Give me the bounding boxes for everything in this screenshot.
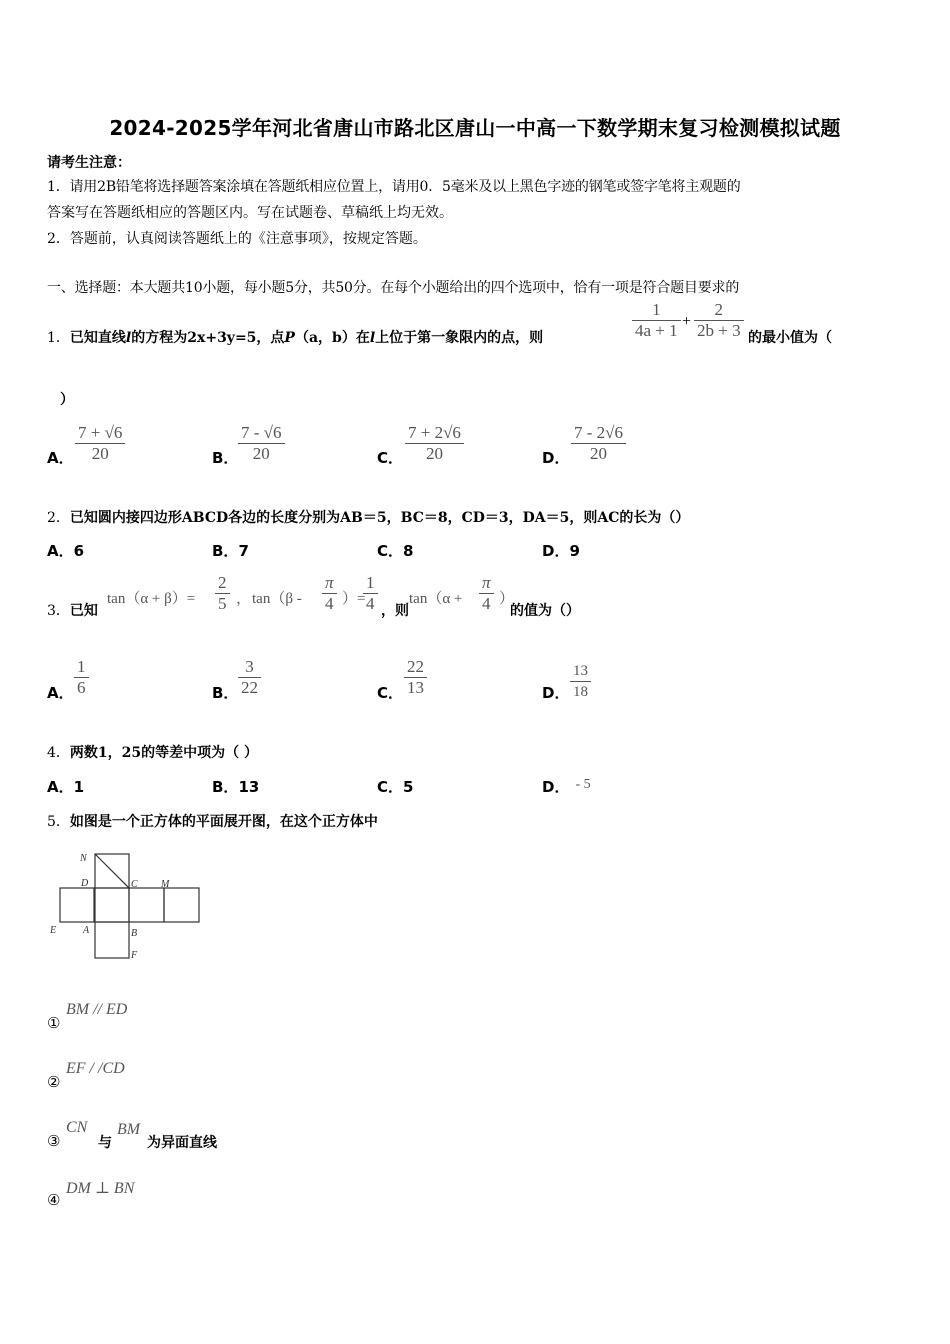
- q1-f2-num: 2: [714, 300, 724, 319]
- notice-line-1b: 答案写在答题纸相应的答题区内。写在试题卷、草稿纸上均无效。: [47, 205, 453, 221]
- q3-option-d-den: 18: [570, 681, 591, 702]
- q3-option-c-den: 13: [404, 677, 427, 698]
- q5-item-2-expr: EF / /CD: [66, 1060, 125, 1077]
- q5-item-1-expr: BM // ED: [66, 1001, 128, 1018]
- q4-option-b-label: B．: [212, 778, 239, 796]
- q4-option-a[interactable]: [47, 776, 84, 797]
- q1-p: P: [284, 330, 295, 346]
- net-square-left: [60, 888, 94, 922]
- q3-option-a-label[interactable]: A．: [47, 684, 74, 702]
- q3-option-c-num: 22: [407, 657, 424, 676]
- q1-text-c: （a，b）在: [294, 330, 370, 346]
- notice-line-2: 2．答题前，认真阅读答题纸上的《注意事项》，按规定答题。: [47, 231, 427, 247]
- q2-option-b[interactable]: [212, 540, 249, 561]
- q3-option-c-label[interactable]: C．: [377, 684, 404, 702]
- q4-option-a-label: A．: [47, 778, 74, 796]
- q5-text: 如图是一个正方体的平面展开图，在这个正方体中: [69, 814, 378, 830]
- q1-plus: +: [682, 313, 692, 330]
- q3-option-c[interactable]: [404, 657, 427, 698]
- q2-option-a[interactable]: [47, 540, 84, 561]
- q2-option-a-label: A．: [47, 542, 74, 560]
- q3-option-a-num: 1: [77, 657, 86, 676]
- q1-close-paren: ）: [60, 392, 74, 408]
- label-D: D: [81, 878, 89, 889]
- q3-frac-2: [363, 573, 378, 614]
- q3-frac-1-den: 5: [215, 593, 230, 614]
- label-N: N: [80, 853, 87, 864]
- label-E: E: [50, 925, 57, 936]
- q3-option-b[interactable]: [238, 657, 261, 698]
- question-1: [47, 327, 543, 347]
- q3-pi-2-den: 4: [479, 593, 494, 614]
- q4-option-c[interactable]: [377, 776, 413, 797]
- q3-option-d-label[interactable]: D．: [542, 684, 570, 702]
- q5-item-3-expr: CN: [66, 1119, 88, 1136]
- q1-option-d-label[interactable]: D．: [542, 449, 570, 467]
- q2-option-d-label: D．: [542, 542, 570, 560]
- q2-option-c[interactable]: [377, 540, 413, 561]
- q2-option-c-value: 8: [403, 542, 414, 560]
- q1-option-b-den: 20: [238, 443, 285, 464]
- q5-item-3-mid: 与: [98, 1135, 112, 1151]
- q4-option-c-value: 5: [403, 778, 414, 796]
- q3-option-d[interactable]: [570, 661, 591, 702]
- q3-pi-frac-2: [479, 573, 494, 614]
- q1-option-b-label[interactable]: B．: [212, 449, 239, 467]
- q1-fraction-1: [632, 300, 681, 341]
- q1-option-c-label[interactable]: C．: [377, 449, 404, 467]
- q1-f1-den: 4a + 1: [632, 320, 681, 341]
- q1-option-d[interactable]: [571, 423, 626, 464]
- q5-item-3-tail: 为异面直线: [147, 1135, 217, 1151]
- q4-option-b-value: 13: [238, 778, 260, 796]
- q3-lead: [47, 600, 98, 620]
- q1-option-c[interactable]: [405, 423, 464, 464]
- label-B: B: [131, 928, 138, 939]
- q4-option-d-value: - 5: [575, 777, 591, 792]
- q1-text-b: 的方程为2x+3y=5，点: [131, 330, 285, 346]
- q3-expr-3-close: ）: [499, 591, 515, 607]
- q2-number: 2．: [47, 510, 70, 526]
- q4-option-a-value: 1: [73, 778, 85, 796]
- q1-option-a-den: 20: [75, 443, 125, 464]
- q5-item-3-expr2: BM: [117, 1121, 141, 1138]
- q1-fraction-2: [694, 300, 744, 341]
- net-square-center: [95, 888, 129, 922]
- q3-comma: ，: [236, 591, 252, 607]
- notice-line-1a: 1．请用2B铅笔将选择题答案涂填在答题纸相应位置上，请用0．5毫米及以上黑色字迹的钢笔或签字笔将主观题的: [47, 179, 741, 195]
- q3-option-b-den: 22: [238, 677, 261, 698]
- cube-net-figure: [44, 848, 214, 966]
- q1-option-b[interactable]: [238, 423, 285, 464]
- q3-expr-3: tan（α +: [409, 591, 463, 607]
- q1-number: 1．: [47, 330, 70, 346]
- q3-frac-2-num: 1: [366, 573, 375, 592]
- page-title: 2024-2025学年河北省唐山市路北区唐山一中高一下数学期末复习检测模拟试题: [109, 116, 841, 140]
- net-diagonal-NC: [95, 854, 129, 888]
- q4-option-b[interactable]: [212, 776, 259, 797]
- q2-option-c-label: C．: [377, 542, 404, 560]
- label-C: C: [131, 879, 138, 890]
- q5-item-1-mark: ①: [47, 1014, 61, 1032]
- q3-option-b-label[interactable]: B．: [212, 684, 239, 702]
- q5-item-3-mark: ③: [47, 1132, 61, 1150]
- q2-option-a-value: 6: [73, 542, 85, 560]
- net-square-right-2: [164, 888, 199, 922]
- q3-expr-1: tan（α + β）=: [107, 591, 196, 607]
- q1-text-e: 的最小值为（: [748, 330, 832, 346]
- q3-option-b-num: 3: [245, 657, 254, 676]
- q1-text-d: 上位于第一象限内的点，则: [375, 330, 544, 346]
- q2-option-b-value: 7: [238, 542, 249, 560]
- q3-pi-frac-1: [322, 573, 337, 614]
- q3-expr-2-close: ）=: [342, 591, 366, 607]
- q5-item-4-expr: DM ⊥ BN: [66, 1180, 135, 1197]
- q3-number: 3．: [47, 603, 70, 619]
- section-heading: 一、选择题：本大题共10小题，每小题5分，共50分。在每个小题给出的四个选项中，恰有一项是符合题目要求的: [47, 280, 740, 296]
- question-2: [47, 507, 689, 527]
- q3-text-c: 的值为（）: [510, 603, 580, 619]
- q3-frac-2-den: 4: [363, 593, 378, 614]
- q3-frac-1-num: 2: [218, 573, 227, 592]
- label-M: M: [161, 879, 170, 890]
- q2-option-b-label: B．: [212, 542, 239, 560]
- q3-frac-1: [215, 573, 230, 614]
- q5-item-2-mark: ②: [47, 1073, 61, 1091]
- q3-pi-1: π: [325, 573, 334, 592]
- label-A: A: [83, 925, 90, 936]
- q5-number: 5．: [47, 814, 70, 830]
- q4-option-d-label: D．: [542, 778, 570, 796]
- net-square-right-1: [129, 888, 164, 922]
- q5-item-4-mark: ④: [47, 1191, 61, 1209]
- q2-text: 已知圆内接四边形ABCD各边的长度分别为AB＝5，BC＝8，CD＝3，DA＝5，则AC的长为（）: [69, 510, 690, 526]
- q1-option-c-num: 7 + 2√6: [408, 423, 461, 442]
- q3-text-a: 已知: [69, 603, 98, 619]
- question-5: [47, 811, 378, 831]
- q3-text-b: ，则: [381, 603, 409, 619]
- q4-option-c-label: C．: [377, 778, 404, 796]
- q4-text: 两数1，25的等差中项为（ ）: [69, 745, 259, 761]
- q1-option-b-num: 7 - √6: [241, 423, 282, 442]
- q4-number: 4．: [47, 745, 70, 761]
- q3-expr-2: tan（β -: [252, 591, 302, 607]
- q1-l2: l: [369, 330, 376, 346]
- q2-option-d-value: 9: [569, 542, 580, 560]
- q3-option-d-num: 13: [573, 663, 588, 679]
- q1-option-c-den: 20: [405, 443, 464, 464]
- q2-option-d[interactable]: [542, 540, 580, 561]
- q1-option-a-label[interactable]: A．: [47, 449, 74, 467]
- q1-text-a: 已知直线: [69, 330, 126, 346]
- q1-option-d-num: 7 - 2√6: [574, 423, 623, 442]
- q1-f2-den: 2b + 3: [694, 320, 744, 341]
- q1-option-a[interactable]: [75, 423, 125, 464]
- net-square-bottom: [95, 922, 129, 958]
- q1-option-d-den: 20: [571, 443, 626, 464]
- label-F: F: [131, 950, 138, 961]
- q3-option-a[interactable]: [74, 657, 89, 698]
- q3-pi-2: π: [482, 573, 491, 592]
- q4-option-d[interactable]: [542, 776, 591, 797]
- q3-option-a-den: 6: [74, 677, 89, 698]
- q3-pi-1-den: 4: [322, 593, 337, 614]
- notice-heading: 请考生注意：: [47, 155, 131, 171]
- q1-f1-num: 1: [652, 300, 661, 319]
- question-4: [47, 742, 258, 762]
- q1-option-a-num: 7 + √6: [78, 423, 123, 442]
- q1-l: l: [125, 330, 132, 346]
